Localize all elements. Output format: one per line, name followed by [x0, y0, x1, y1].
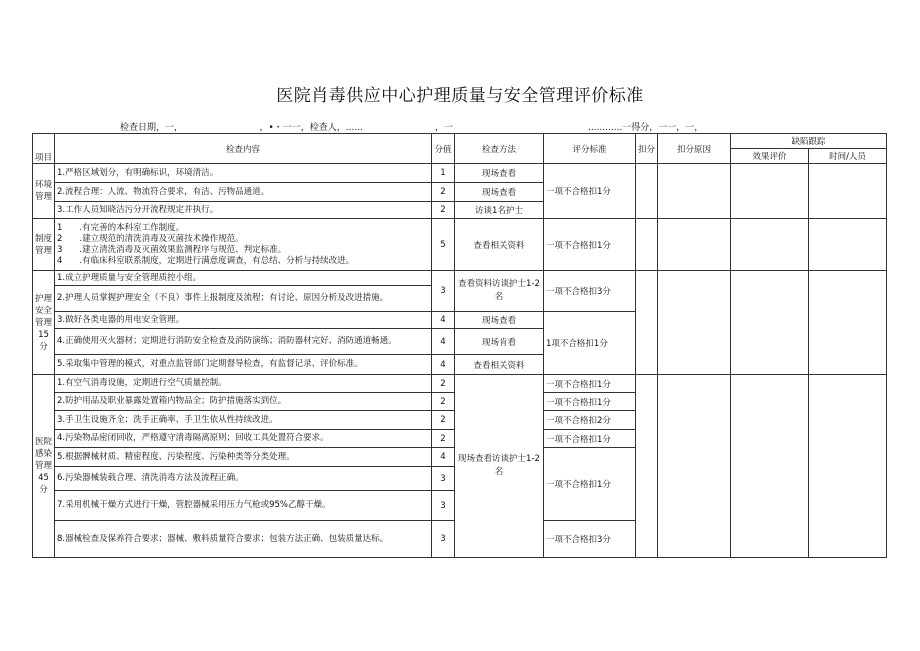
section-label-safety: 护理安全管理15分: [33, 271, 55, 375]
section-label-infection: 医院感染管理45分: [33, 375, 55, 558]
score-cell: 3: [432, 521, 455, 558]
content-cell: 6.污染器械装载合理、清洗消毒方法及流程正确。: [55, 467, 432, 491]
content-cell: 2.防护用品及职业暴露处置箱内物品全；防护措施落实到位。: [55, 393, 432, 411]
content-cell: 1.有空气消毒设施，定期进行空气质量控制。: [55, 375, 432, 393]
system-line: 1 .有完善的本科室工作制度。: [57, 222, 185, 233]
score-cell: 4: [432, 448, 455, 467]
method-cell: 访谈1名护士: [455, 202, 544, 219]
header-deduct: 扣分: [636, 134, 658, 164]
score-cell: 1: [432, 164, 455, 183]
score-cell: 2: [432, 393, 455, 411]
score-cell: 2: [432, 202, 455, 219]
time-cell: [809, 219, 887, 271]
method-cell: 现场肯看: [455, 329, 544, 355]
standard-cell: 一项不合格扣1分: [544, 375, 636, 393]
deduct-cell: [636, 164, 658, 219]
score-cell: 4: [432, 312, 455, 329]
section-label-system: 制度管理: [33, 219, 55, 271]
header-content: 检查内容: [55, 134, 432, 164]
content-cell: 2.护理人员掌握护理安全（不良）事件上报制度及流程；有讨论、原因分析及改进措施。: [55, 286, 432, 312]
header-time: 时间/人员: [809, 149, 887, 164]
deduct-cell: [636, 219, 658, 271]
table-row: [33, 375, 887, 393]
score-cell: 2: [432, 183, 455, 202]
header-item: 项目: [33, 134, 55, 164]
effect-cell: [731, 271, 809, 375]
content-cell: 1.严格区域划分，有明确标识，环境清洁。: [55, 164, 432, 183]
score-cell: 2: [432, 430, 455, 448]
standard-cell: 一项不合格扣1分: [544, 393, 636, 411]
reason-cell: [658, 375, 731, 558]
time-cell: [809, 164, 887, 219]
table-row: [33, 219, 887, 271]
method-cell: 现场查看: [455, 164, 544, 183]
content-cell: [55, 219, 432, 271]
score-cell: 3: [432, 491, 455, 521]
content-cell: 8.器械检查及保养符合要求；器械、敷料质量符合要求；包装方法正确、包装质量达标。: [55, 521, 432, 558]
score-cell: 4: [432, 329, 455, 355]
content-cell: 2.流程合理：人流、物流符合要求，有洁、污物品通道。: [55, 183, 432, 202]
table-row: [33, 271, 887, 286]
effect-cell: [731, 375, 809, 558]
score-cell: 3: [432, 467, 455, 491]
reason-cell: [658, 219, 731, 271]
reason-cell: [658, 271, 731, 375]
header-row: [33, 134, 887, 149]
score-cell: 5: [432, 219, 455, 271]
header-defect-tracking: 缺陷跟踪: [731, 134, 887, 149]
method-cell: 查看资料访谈护士1-2名: [455, 271, 544, 312]
system-line: 4 .有临床科室联系制度，定期进行满意度调查，有总结、分析与持续改进。: [57, 255, 355, 266]
deduct-cell: [636, 375, 658, 558]
standard-cell: 一项不合格扣3分: [544, 521, 636, 558]
evaluation-table: [32, 133, 887, 558]
content-cell: 3.工作人员知晓洁污分开流程规定并执行。: [55, 202, 432, 219]
header-reason: 扣分原因: [658, 134, 731, 164]
effect-cell: [731, 164, 809, 219]
content-cell: 7.采用机械干燥方式进行干燥，管腔器械采用压力气枪或95%乙醇干燥。: [55, 491, 432, 521]
score-cell: 4: [432, 355, 455, 375]
table-row: [33, 164, 887, 183]
method-cell: 现场查看访谈护士1-2名: [455, 375, 544, 558]
content-cell: 1.成立护理质量与安全管理质控小组。: [55, 271, 432, 286]
deduct-cell: [636, 271, 658, 375]
effect-cell: [731, 219, 809, 271]
reason-cell: [658, 164, 731, 219]
method-cell: 查看相关资料: [455, 355, 544, 375]
score-cell: 2: [432, 375, 455, 393]
content-cell: 3.做好各类电器的用电安全管理。: [55, 312, 432, 329]
score-cell: 2: [432, 411, 455, 430]
standard-cell: 一项不合格扣1分: [544, 219, 636, 271]
document-title: 医院肖毒供应中心护理质量与安全管理评价标准: [276, 86, 644, 106]
section-label-env: 环境管理: [33, 164, 55, 219]
system-line: 2 .建立规范的清洗消毒及灭菌技术操作规范。: [57, 233, 244, 244]
standard-cell: 一项不合格扣3分: [544, 271, 636, 312]
standard-cell: 一项不合格扣1分: [544, 430, 636, 448]
system-line: 3 .建立清洗消毒及灭菌效果监测程序与规范、判定标准。: [57, 244, 287, 255]
score-cell: 3: [432, 271, 455, 312]
content-cell: 4.正确使用灭火器材；定期进行消防安全检查及消防演练；消防器材完好、消防通道畅通。: [55, 329, 432, 355]
header-method: 检查方法: [455, 134, 544, 164]
content-cell: 4.污染物品密闭回收，严格遵守清毒隔离原则；回收工具处置符合要求。: [55, 430, 432, 448]
content-cell: 5.根据髀械材质、精密程度、污染程度、污染种类等分类处理。: [55, 448, 432, 467]
header-score: 分值: [432, 134, 455, 164]
time-cell: [809, 375, 887, 558]
standard-cell: 一项不合格扣2分: [544, 411, 636, 430]
method-cell: 现场查看: [455, 312, 544, 329]
method-cell: 现场查看: [455, 183, 544, 202]
method-cell: 查看相关资料: [455, 219, 544, 271]
header-standard: 评分标准: [544, 134, 636, 164]
content-cell: 3.手卫生设施齐全；洗手正确率、手卫生依从性持续改进。: [55, 411, 432, 430]
content-cell: 5.采取集中管理的模式，对重点监管部门定期督导检查，有监督记录、评价标准。: [55, 355, 432, 375]
inspection-info-line: 检查日期，一， ，•・一一，检查人，...... ，一 ............一得分，一一，一，: [120, 123, 704, 133]
standard-cell: 一项不合格扣1分: [544, 164, 636, 219]
time-cell: [809, 271, 887, 375]
standard-cell: 一项不合格扣1分: [544, 448, 636, 521]
header-effect: 效果评价: [731, 149, 809, 164]
standard-cell: 1项不合格扣1分: [544, 312, 636, 375]
